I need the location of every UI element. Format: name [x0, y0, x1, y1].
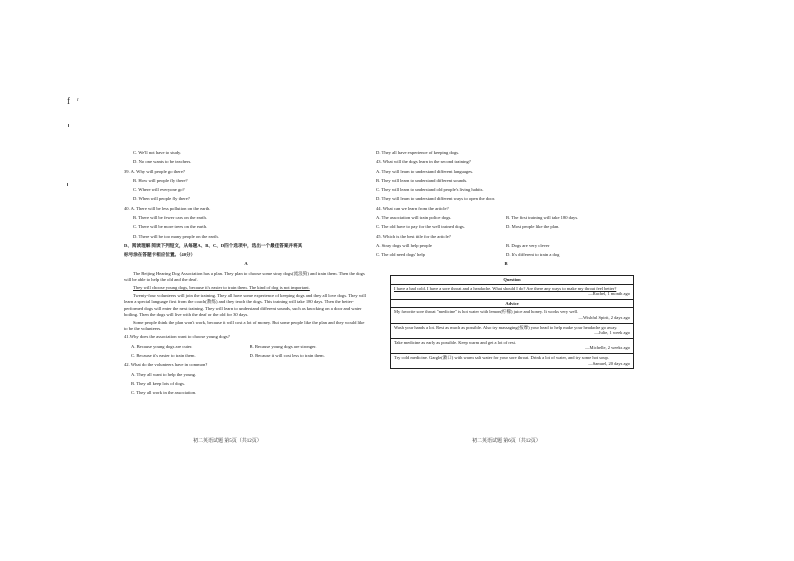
option: A. Because young dogs are cuter.	[131, 343, 193, 349]
option-line: D. When will people fly there?	[133, 196, 190, 202]
passage-paragraph: Twenty-four volunteers will join the training. They all have some experience of keeping dogs and they all love dogs. They will learn a special language first from the coach(教练) and they teach the dogs. This training will take 180 days. Then the better-performed dogs will enter the next training. They will learn to understand different sounds, such as knocking on a door and water boiling. Then the dogs will live with the deaf or the old for 30 days.	[124, 293, 366, 317]
option-line: B. They all keep lots of dogs.	[131, 380, 186, 386]
scan-speck	[68, 124, 69, 127]
option-line: B. How will people fly there?	[133, 177, 188, 183]
option: A. The association will train police dogs.	[376, 214, 452, 220]
option-line: A. They will learn to understand different languages.	[376, 168, 474, 174]
option-line: C. They will learn to understand old people's living habits.	[376, 187, 484, 193]
passage-paragraph: They will choose young dogs, because it's easier to train them. The kind of dog is not important.	[133, 285, 310, 291]
left-column	[124, 150, 368, 399]
option: A. Stray dogs will help people	[376, 242, 432, 248]
right-column	[376, 150, 636, 271]
question-line: 41.Why does the association want to choose young dogs?	[124, 334, 230, 340]
post-text: My favorite sore throat "medicine" is hot water with lemon(柠檬) juice and honey. It works very well.	[394, 309, 579, 315]
question-line: 45. Which is the best title for the article?	[376, 233, 451, 239]
option-line: A. They all want to help the young.	[131, 371, 197, 377]
option: C. Because it's easier to train them.	[131, 353, 196, 359]
post-text: Take medicine as early as possible. Keep warm and get a lot of rest.	[394, 339, 517, 345]
option: B. The first training will take 180 days.	[506, 214, 579, 220]
option-line: B. There will be fewer cars on the earth.	[133, 214, 207, 220]
option-line: C. Where will everyone go?	[133, 187, 185, 193]
option-row	[124, 344, 368, 350]
question-line: 42. What do the volunteers have in common?	[124, 362, 208, 368]
option-row	[376, 252, 636, 258]
option: D. Because it will cost less to train them.	[249, 353, 325, 359]
post-text: I have a bad cold. I have a sore throat and a headache. What should I do? Are there any ways to make my throat feel better?	[394, 285, 617, 291]
option-line: C. There will be more trees on the earth.	[133, 224, 208, 230]
option: C. The old need dogs' help	[376, 252, 425, 258]
passage-label: A	[244, 261, 248, 267]
passage-paragraph: The Beijing Hearing Dog Association has a plan. They plan to choose some stray dogs(流浪狗) and train them. Then the dogs will be able to help the old and the deaf.	[124, 270, 365, 282]
option-line: D. No one wants to be teachers.	[133, 159, 192, 165]
advice-post	[391, 324, 633, 339]
option-line: C. We'll not have to study.	[133, 150, 182, 155]
post-signature: —Michelle, 2 weeks ago	[585, 345, 630, 351]
option-line: D. There will be too many people on the earth.	[133, 233, 219, 239]
page-footer-right: 初二英语试题 第6页（共12页）	[472, 439, 541, 444]
question-post	[391, 285, 633, 300]
page-footer-left: 初二英语试题 第5页（共12页）	[193, 439, 262, 444]
passage-paragraph: Some people think the plan won't work, because it will cost a lot of money. But some people like the plan and they would like to be the volunteers.	[124, 320, 365, 332]
corner-mark: f	[67, 96, 70, 106]
post-signature: —Wishful Spirit, 2 days ago	[578, 314, 630, 320]
post-signature: —Julie, 1 week ago	[594, 330, 630, 336]
question-header: Question	[391, 276, 633, 285]
option-line: D. They will learn to understand different ways to open the door.	[376, 196, 496, 202]
option-row	[376, 215, 636, 221]
option: D. It's different to train a dog	[506, 252, 560, 258]
post-signature: —Samuel, 20 days ago	[588, 360, 630, 366]
option-row	[124, 353, 368, 359]
advice-post	[391, 354, 633, 368]
corner-mark: r	[77, 98, 79, 103]
option-line: C. They all work in the association.	[131, 390, 197, 396]
passage-label: B	[504, 261, 508, 267]
option-line: D. They all have experience of keeping dogs.	[376, 150, 460, 155]
advice-forum-table	[390, 275, 634, 369]
option: C. The old have to pay for the well trained dogs.	[376, 224, 465, 230]
question-line: 39. A. Why will people go there?	[124, 168, 185, 174]
post-signature: —Rachel, 1 month ago	[588, 291, 630, 297]
section-instruction: D、阅读理解 阅读下列短文，从每题A、B、C、D四个选项中，选出一个最佳答案并将其	[124, 242, 303, 248]
question-line: 40. A. There will be less pollution on the earth.	[124, 205, 211, 211]
question-line: 43. What will the dogs learn in the second training?	[376, 159, 471, 165]
option-line: B. They will learn to understand different sounds.	[376, 177, 468, 183]
question-line: 44. What can we learn from the article?	[376, 205, 449, 211]
option-row	[376, 243, 636, 249]
section-instruction: 标号涂在答题卡相应位置。（40分）	[124, 252, 196, 258]
advice-post	[391, 308, 633, 323]
option: B. Because young dogs are stronger.	[249, 343, 317, 349]
advice-header: Advice	[391, 300, 633, 309]
scan-speck	[67, 183, 68, 186]
option-row	[376, 224, 636, 230]
option: D. Most people like the plan.	[506, 224, 560, 230]
post-text: Try cold medicine. Gargle(漱口) with warm salt water for your sore throat. Drink a lot of water, and try some hot soup.	[394, 354, 609, 360]
option: B. Dogs are very clever	[506, 242, 550, 248]
advice-post	[391, 339, 633, 354]
post-text: Wash your hands a lot. Rest as much as possible. Also try massaging(按摩) your head to help make your headache go away.	[394, 324, 618, 330]
